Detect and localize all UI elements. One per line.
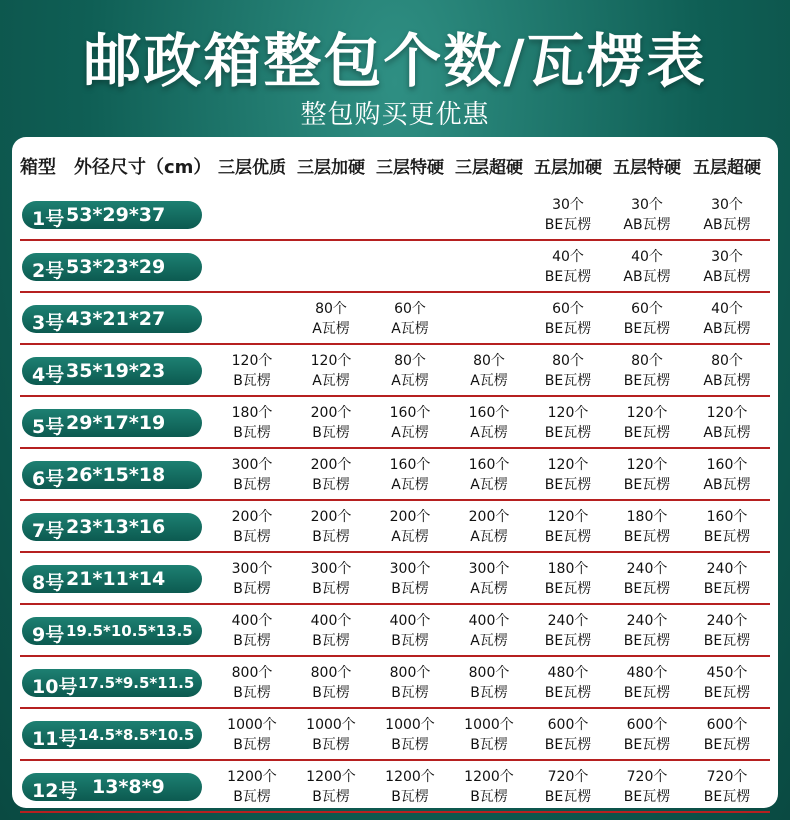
corrugation-type: B瓦楞 (470, 789, 508, 805)
corrugation-type: B瓦楞 (312, 477, 350, 493)
corrugation-type: A瓦楞 (470, 425, 508, 441)
quantity-cell (291, 559, 371, 599)
corrugation-type: A瓦楞 (470, 373, 508, 389)
table-row (12, 501, 778, 553)
quantity-cell (449, 507, 529, 547)
quantity-cell (449, 663, 529, 703)
quantity-value: 200个 (468, 509, 510, 525)
quantity-cell (291, 663, 371, 703)
quantity-value: 200个 (310, 457, 352, 473)
quantity-value: 800个 (468, 665, 510, 681)
table-row (12, 761, 778, 813)
box-number: 6号 (32, 468, 65, 490)
quantity-cell (449, 455, 529, 495)
corrugation-type: BE瓦楞 (623, 581, 671, 597)
corrugation-type: A瓦楞 (391, 321, 429, 337)
corrugation-type: B瓦楞 (233, 425, 271, 441)
table-row (12, 449, 778, 501)
quantity-value: 300个 (389, 561, 431, 577)
quantity-cell (449, 351, 529, 391)
corrugation-type: BE瓦楞 (623, 425, 671, 441)
quantity-cell (212, 559, 292, 599)
table-header (12, 149, 778, 183)
corrugation-type: BE瓦楞 (544, 789, 592, 805)
box-size-pill (22, 513, 202, 541)
header-col-1: 三层优质 (218, 158, 286, 178)
quantity-value: 120个 (231, 353, 273, 369)
quantity-value: 800个 (310, 665, 352, 681)
quantity-cell (528, 611, 608, 651)
quantity-cell (687, 559, 767, 599)
quantity-value: 40个 (552, 249, 584, 265)
corrugation-type: BE瓦楞 (623, 685, 671, 701)
quantity-value: 160个 (706, 457, 748, 473)
box-dimensions: 53*23*29 (66, 256, 166, 278)
quantity-value: 400个 (468, 613, 510, 629)
corrugation-type: AB瓦楞 (703, 217, 751, 233)
box-size-pill (22, 617, 202, 645)
quantity-value: 80个 (473, 353, 505, 369)
corrugation-type: B瓦楞 (312, 789, 350, 805)
quantity-value: 120个 (626, 457, 668, 473)
box-size-pill (22, 461, 202, 489)
corrugation-type: BE瓦楞 (544, 425, 592, 441)
table-row (12, 709, 778, 761)
header-type: 箱型 (20, 157, 56, 178)
quantity-cell (212, 767, 292, 807)
quantity-cell (687, 299, 767, 339)
box-dimensions: 13*8*9 (92, 776, 165, 798)
corrugation-type: BE瓦楞 (544, 633, 592, 649)
corrugation-type: B瓦楞 (391, 789, 429, 805)
table-row (12, 553, 778, 605)
quantity-value: 80个 (711, 353, 743, 369)
box-size-pill (22, 721, 202, 749)
quantity-cell (687, 403, 767, 443)
corrugation-type: BE瓦楞 (623, 633, 671, 649)
quantity-value: 80个 (315, 301, 347, 317)
quantity-value: 300个 (231, 561, 273, 577)
quantity-value: 300个 (310, 561, 352, 577)
corrugation-type: B瓦楞 (233, 685, 271, 701)
corrugation-type: B瓦楞 (233, 529, 271, 545)
quantity-value: 120个 (547, 509, 589, 525)
box-number: 1号 (32, 208, 65, 230)
quantity-cell (687, 195, 767, 235)
quantity-value: 400个 (389, 613, 431, 629)
quantity-cell (212, 351, 292, 391)
quantity-cell (212, 403, 292, 443)
quantity-cell (528, 195, 608, 235)
corrugation-type: B瓦楞 (470, 737, 508, 753)
quantity-cell (291, 507, 371, 547)
quantity-cell (607, 767, 687, 807)
box-number: 10号 (32, 676, 78, 698)
corrugation-type: B瓦楞 (233, 477, 271, 493)
quantity-value: 80个 (394, 353, 426, 369)
quantity-value: 600个 (706, 717, 748, 733)
quantity-cell (687, 663, 767, 703)
quantity-value: 160个 (468, 405, 510, 421)
corrugation-type: A瓦楞 (312, 373, 350, 389)
quantity-value: 240个 (547, 613, 589, 629)
quantity-cell (449, 767, 529, 807)
quantity-value: 1200个 (227, 769, 277, 785)
quantity-value: 30个 (711, 197, 743, 213)
quantity-cell (370, 351, 450, 391)
header-col-2: 三层加硬 (297, 158, 365, 178)
box-dimensions: 43*21*27 (66, 308, 166, 330)
quantity-value: 720个 (547, 769, 589, 785)
header-col-4: 三层超硬 (455, 158, 523, 178)
box-dimensions: 26*15*18 (66, 464, 166, 486)
quantity-cell (607, 455, 687, 495)
header-col-7: 五层超硬 (693, 158, 761, 178)
box-dimensions: 35*19*23 (66, 360, 166, 382)
header-col-5: 五层加硬 (534, 158, 602, 178)
quantity-cell (687, 715, 767, 755)
corrugation-type: BE瓦楞 (544, 529, 592, 545)
quantity-value: 800个 (389, 665, 431, 681)
corrugation-type: AB瓦楞 (703, 425, 751, 441)
quantity-cell (528, 663, 608, 703)
quantity-cell (212, 507, 292, 547)
quantity-cell (212, 663, 292, 703)
quantity-cell (607, 611, 687, 651)
quantity-cell (449, 559, 529, 599)
box-dimensions: 19.5*10.5*13.5 (66, 622, 193, 640)
quantity-value: 180个 (231, 405, 273, 421)
corrugation-type: BE瓦楞 (623, 789, 671, 805)
quantity-value: 200个 (231, 509, 273, 525)
corrugation-type: BE瓦楞 (544, 737, 592, 753)
corrugation-type: A瓦楞 (470, 477, 508, 493)
corrugation-type: AB瓦楞 (703, 477, 751, 493)
quantity-value: 240个 (626, 561, 668, 577)
corrugation-type: B瓦楞 (312, 633, 350, 649)
box-dimensions: 17.5*9.5*11.5 (78, 674, 195, 692)
corrugation-type: B瓦楞 (312, 685, 350, 701)
corrugation-type: A瓦楞 (391, 477, 429, 493)
corrugation-type: B瓦楞 (233, 581, 271, 597)
page-title: 邮政箱整包个数/瓦楞表 (83, 27, 707, 95)
quantity-cell (607, 299, 687, 339)
corrugation-type: BE瓦楞 (544, 373, 592, 389)
box-dimensions: 21*11*14 (66, 568, 166, 590)
quantity-cell (212, 611, 292, 651)
quantity-value: 120个 (547, 457, 589, 473)
box-number: 7号 (32, 520, 65, 542)
box-size-pill (22, 305, 202, 333)
quantity-value: 240个 (626, 613, 668, 629)
box-number: 4号 (32, 364, 65, 386)
quantity-value: 200个 (310, 405, 352, 421)
box-dimensions: 53*29*37 (66, 204, 166, 226)
table-row (12, 657, 778, 709)
quantity-value: 80个 (631, 353, 663, 369)
corrugation-type: AB瓦楞 (703, 373, 751, 389)
box-dimensions: 14.5*8.5*10.5 (78, 726, 195, 744)
corrugation-type: B瓦楞 (391, 737, 429, 753)
quantity-cell (528, 403, 608, 443)
quantity-value: 720个 (706, 769, 748, 785)
quantity-cell (607, 195, 687, 235)
quantity-cell (687, 767, 767, 807)
corrugation-type: B瓦楞 (470, 685, 508, 701)
corrugation-type: BE瓦楞 (623, 373, 671, 389)
corrugation-type: AB瓦楞 (703, 321, 751, 337)
table-row (12, 241, 778, 293)
corrugation-type: A瓦楞 (470, 529, 508, 545)
quantity-cell (607, 247, 687, 287)
quantity-value: 300个 (231, 457, 273, 473)
quantity-cell (528, 507, 608, 547)
corrugation-type: BE瓦楞 (544, 581, 592, 597)
table-row (12, 397, 778, 449)
box-size-pill (22, 565, 202, 593)
quantity-value: 1000个 (227, 717, 277, 733)
quantity-value: 120个 (626, 405, 668, 421)
corrugation-type: BE瓦楞 (544, 477, 592, 493)
quantity-value: 180个 (626, 509, 668, 525)
corrugation-type: BE瓦楞 (623, 529, 671, 545)
quantity-cell (607, 559, 687, 599)
box-size-pill (22, 409, 202, 437)
quantity-cell (687, 611, 767, 651)
quantity-cell (528, 247, 608, 287)
quantity-cell (370, 767, 450, 807)
quantity-cell (607, 403, 687, 443)
table-row (12, 345, 778, 397)
quantity-value: 30个 (631, 197, 663, 213)
corrugation-type: A瓦楞 (470, 633, 508, 649)
corrugation-type: BE瓦楞 (544, 321, 592, 337)
quantity-cell (607, 507, 687, 547)
header-col-3: 三层特硬 (376, 158, 444, 178)
quantity-value: 1200个 (464, 769, 514, 785)
quantity-cell (212, 715, 292, 755)
quantity-cell (291, 299, 371, 339)
corrugation-type: BE瓦楞 (623, 321, 671, 337)
box-size-pill (22, 253, 202, 281)
corrugation-type: A瓦楞 (391, 373, 429, 389)
box-number: 3号 (32, 312, 65, 334)
quantity-cell (528, 351, 608, 391)
quantity-cell (449, 611, 529, 651)
quantity-cell (370, 663, 450, 703)
quantity-value: 200个 (389, 509, 431, 525)
quantity-value: 450个 (706, 665, 748, 681)
corrugation-type: A瓦楞 (391, 425, 429, 441)
quantity-cell (607, 351, 687, 391)
quantity-value: 240个 (706, 613, 748, 629)
corrugation-type: A瓦楞 (470, 581, 508, 597)
quantity-cell (687, 351, 767, 391)
quantity-value: 1200个 (306, 769, 356, 785)
quantity-cell (687, 247, 767, 287)
quantity-cell (449, 715, 529, 755)
corrugation-type: BE瓦楞 (703, 685, 751, 701)
box-size-pill (22, 669, 202, 697)
table-row (12, 293, 778, 345)
table-panel (12, 137, 778, 808)
corrugation-type: B瓦楞 (233, 633, 271, 649)
quantity-cell (291, 767, 371, 807)
quantity-value: 120个 (706, 405, 748, 421)
table-row (12, 189, 778, 241)
corrugation-type: BE瓦楞 (703, 789, 751, 805)
box-number: 12号 (32, 780, 78, 802)
header-col-6: 五层特硬 (613, 158, 681, 178)
corrugation-type: BE瓦楞 (703, 633, 751, 649)
corrugation-type: B瓦楞 (233, 737, 271, 753)
quantity-value: 600个 (626, 717, 668, 733)
box-dimensions: 29*17*19 (66, 412, 166, 434)
corrugation-type: B瓦楞 (312, 529, 350, 545)
quantity-value: 160个 (389, 405, 431, 421)
quantity-value: 60个 (394, 301, 426, 317)
quantity-value: 480个 (547, 665, 589, 681)
quantity-value: 40个 (711, 301, 743, 317)
quantity-value: 240个 (706, 561, 748, 577)
corrugation-type: B瓦楞 (233, 789, 271, 805)
corrugation-type: A瓦楞 (391, 529, 429, 545)
quantity-value: 160个 (706, 509, 748, 525)
corrugation-type: BE瓦楞 (544, 217, 592, 233)
quantity-cell (291, 715, 371, 755)
quantity-cell (528, 299, 608, 339)
quantity-cell (528, 767, 608, 807)
quantity-value: 800个 (231, 665, 273, 681)
corrugation-type: B瓦楞 (312, 581, 350, 597)
corrugation-type: AB瓦楞 (623, 269, 671, 285)
corrugation-type: A瓦楞 (312, 321, 350, 337)
quantity-cell (687, 507, 767, 547)
corrugation-type: BE瓦楞 (544, 685, 592, 701)
corrugation-type: BE瓦楞 (703, 581, 751, 597)
corrugation-type: BE瓦楞 (703, 529, 751, 545)
quantity-cell (528, 559, 608, 599)
corrugation-type: BE瓦楞 (623, 737, 671, 753)
box-size-pill (22, 773, 202, 801)
quantity-value: 400个 (231, 613, 273, 629)
corrugation-type: B瓦楞 (391, 581, 429, 597)
quantity-value: 480个 (626, 665, 668, 681)
corrugation-type: BE瓦楞 (544, 269, 592, 285)
quantity-cell (687, 455, 767, 495)
quantity-cell (370, 559, 450, 599)
quantity-value: 80个 (552, 353, 584, 369)
box-number: 2号 (32, 260, 65, 282)
quantity-cell (370, 507, 450, 547)
quantity-value: 30个 (552, 197, 584, 213)
box-number: 9号 (32, 624, 65, 646)
quantity-value: 160个 (468, 457, 510, 473)
row-divider (20, 811, 770, 813)
quantity-cell (528, 715, 608, 755)
box-dimensions: 23*13*16 (66, 516, 166, 538)
box-number: 5号 (32, 416, 65, 438)
quantity-value: 60个 (631, 301, 663, 317)
corrugation-type: BE瓦楞 (623, 477, 671, 493)
quantity-value: 1000个 (464, 717, 514, 733)
quantity-cell (528, 455, 608, 495)
quantity-value: 160个 (389, 457, 431, 473)
quantity-value: 120个 (310, 353, 352, 369)
corrugation-type: B瓦楞 (233, 373, 271, 389)
quantity-cell (607, 715, 687, 755)
quantity-value: 120个 (547, 405, 589, 421)
quantity-cell (291, 455, 371, 495)
quantity-value: 30个 (711, 249, 743, 265)
quantity-value: 1000个 (385, 717, 435, 733)
page-subtitle: 整包购买更优惠 (300, 100, 490, 130)
quantity-cell (370, 403, 450, 443)
quantity-cell (291, 351, 371, 391)
corrugation-type: B瓦楞 (312, 737, 350, 753)
quantity-cell (370, 715, 450, 755)
box-size-pill (22, 357, 202, 385)
quantity-value: 1000个 (306, 717, 356, 733)
box-number: 8号 (32, 572, 65, 594)
table-row (12, 605, 778, 657)
quantity-cell (212, 455, 292, 495)
box-number: 11号 (32, 728, 78, 750)
quantity-cell (291, 403, 371, 443)
header-size: 外径尺寸（cm） (74, 157, 212, 178)
quantity-value: 1200个 (385, 769, 435, 785)
quantity-cell (291, 611, 371, 651)
quantity-value: 180个 (547, 561, 589, 577)
quantity-cell (370, 611, 450, 651)
corrugation-type: B瓦楞 (391, 685, 429, 701)
corrugation-type: BE瓦楞 (703, 737, 751, 753)
corrugation-type: B瓦楞 (312, 425, 350, 441)
quantity-value: 600个 (547, 717, 589, 733)
quantity-value: 200个 (310, 509, 352, 525)
box-size-pill (22, 201, 202, 229)
quantity-value: 40个 (631, 249, 663, 265)
corrugation-type: AB瓦楞 (623, 217, 671, 233)
quantity-cell (449, 403, 529, 443)
quantity-value: 300个 (468, 561, 510, 577)
corrugation-type: AB瓦楞 (703, 269, 751, 285)
quantity-value: 60个 (552, 301, 584, 317)
quantity-value: 400个 (310, 613, 352, 629)
quantity-cell (370, 455, 450, 495)
quantity-cell (607, 663, 687, 703)
quantity-value: 720个 (626, 769, 668, 785)
quantity-cell (370, 299, 450, 339)
corrugation-type: B瓦楞 (391, 633, 429, 649)
